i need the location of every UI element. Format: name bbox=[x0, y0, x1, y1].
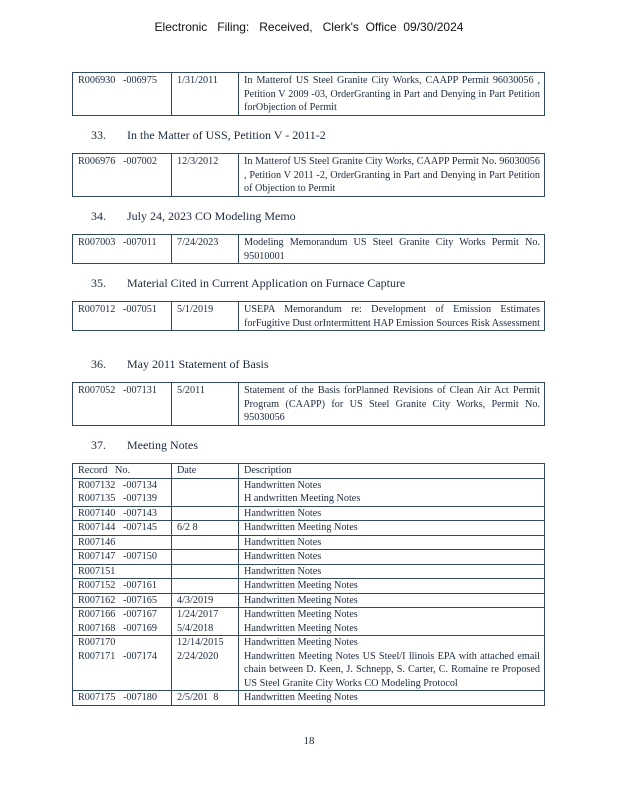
table-row bbox=[73, 506, 545, 521]
filing-header: Electronic Filing: Received, Clerk's Office 09/30/2024 bbox=[154, 20, 464, 34]
record-description: Handwritten Meeting Notes US Steel/I llinois EPA with attached email chain between D. Keen, J. Schnepp, S. Carter, C. Romaine re Proposed US Steel Granite City Works CO Modeling Protocol bbox=[239, 650, 545, 691]
section-heading-35 bbox=[91, 276, 405, 291]
record-description: In Matterof US Steel Granite City Works, CAAPP Permit No. 96030056 , Petition V 2011 -2, OrderGranting in Part and Denying in Part Petition of Objection to Permit bbox=[239, 154, 545, 197]
section-number: 34. bbox=[91, 209, 106, 223]
record-number: R007175 -007180 bbox=[73, 691, 172, 706]
section-title: Material Cited in Current Application on Furnace Capture bbox=[127, 276, 406, 290]
table-row bbox=[73, 73, 545, 116]
table-row bbox=[73, 564, 545, 579]
record-description: Handwritten Notes bbox=[239, 564, 545, 579]
record-description: Handwritten Meeting Notes bbox=[239, 636, 545, 650]
section-number: 33. bbox=[91, 128, 106, 142]
record-number: R007147 -007150 bbox=[73, 550, 172, 565]
record-number: R007162 -007165 bbox=[73, 593, 172, 608]
record-number: R007170 bbox=[73, 636, 172, 650]
page-number: 18 bbox=[303, 735, 315, 747]
record-date bbox=[172, 579, 239, 594]
record-description: Modeling Memorandum US Steel Granite City Works Permit No. 95010001 bbox=[239, 235, 545, 264]
record-number: R007135 -007139 bbox=[73, 492, 172, 506]
table-row bbox=[73, 302, 545, 331]
table-row bbox=[73, 650, 545, 691]
record-number: R007168 -007169 bbox=[73, 622, 172, 636]
section-title: July 24, 2023 CO Modeling Memo bbox=[127, 209, 296, 223]
record-date bbox=[172, 478, 239, 492]
record-number: R007166 -007167 bbox=[73, 608, 172, 622]
record-number: R007132 -007134 bbox=[73, 478, 172, 492]
section-title: Meeting Notes bbox=[127, 438, 198, 452]
table-row bbox=[73, 478, 545, 492]
table-row bbox=[73, 154, 545, 197]
table-row bbox=[73, 691, 545, 706]
record-number: R006930 -006975 bbox=[73, 73, 172, 116]
meeting-notes-table bbox=[72, 463, 545, 706]
record-number: R007012 -007051 bbox=[73, 302, 172, 331]
table-row bbox=[73, 521, 545, 536]
record-date: 4/3/2019 bbox=[172, 593, 239, 608]
table-row bbox=[73, 235, 545, 264]
section-title: In the Matter of USS, Petition V - 2011-2 bbox=[127, 128, 326, 142]
record-date: 1/24/2017 bbox=[172, 608, 239, 622]
table-row bbox=[73, 636, 545, 650]
record-number: R007146 bbox=[73, 535, 172, 550]
record-date: 6/2 8 bbox=[172, 521, 239, 536]
section-number: 36. bbox=[91, 357, 106, 371]
table-row bbox=[73, 550, 545, 565]
record-description: In Matterof US Steel Granite City Works, CAAPP Permit 96030056 , Petition V 2009 -03, OrderGranting in Part and Denying in Part Petition forObjection of Permit bbox=[239, 73, 545, 116]
record-number: R007152 -007161 bbox=[73, 579, 172, 594]
section-title: May 2011 Statement of Basis bbox=[127, 357, 269, 371]
table-row bbox=[73, 535, 545, 550]
record-description: Handwritten Meeting Notes bbox=[239, 622, 545, 636]
record-description: Handwritten Meeting Notes bbox=[239, 691, 545, 706]
table-row bbox=[73, 622, 545, 636]
record-table-35 bbox=[72, 301, 545, 331]
record-number: R007171 -007174 bbox=[73, 650, 172, 691]
record-table-top bbox=[72, 72, 545, 116]
section-heading-34 bbox=[91, 209, 296, 224]
record-number: R007140 -007143 bbox=[73, 506, 172, 521]
section-number: 35. bbox=[91, 276, 106, 290]
table-row bbox=[73, 608, 545, 622]
section-number: 37. bbox=[91, 438, 106, 452]
record-date: 1/31/2011 bbox=[172, 73, 239, 116]
record-description: Handwritten Notes bbox=[239, 478, 545, 492]
record-date: 12/14/2015 bbox=[172, 636, 239, 650]
table-row bbox=[73, 593, 545, 608]
section-heading-36 bbox=[91, 357, 269, 372]
record-description: Handwritten Meeting Notes bbox=[239, 593, 545, 608]
record-date bbox=[172, 492, 239, 506]
column-header-date: Date bbox=[172, 464, 239, 479]
record-number: R007151 bbox=[73, 564, 172, 579]
record-table-36 bbox=[72, 382, 545, 426]
record-date bbox=[172, 550, 239, 565]
record-description: Handwritten Notes bbox=[239, 506, 545, 521]
record-date: 5/2011 bbox=[172, 383, 239, 426]
record-number: R006976 -007002 bbox=[73, 154, 172, 197]
record-description: Handwritten Notes bbox=[239, 535, 545, 550]
table-row bbox=[73, 383, 545, 426]
section-heading-33 bbox=[91, 128, 326, 143]
section-heading-37 bbox=[91, 438, 198, 453]
record-description: Handwritten Meeting Notes bbox=[239, 521, 545, 536]
record-table-33 bbox=[72, 153, 545, 197]
record-description: H andwritten Meeting Notes bbox=[239, 492, 545, 506]
record-description: USEPA Memorandum re: Development of Emission Estimates forFugitive Dust orIntermittent HAP Emission Sources Risk Assessment bbox=[239, 302, 545, 331]
record-date: 5/1/2019 bbox=[172, 302, 239, 331]
record-date: 12/3/2012 bbox=[172, 154, 239, 197]
table-header-row bbox=[73, 464, 545, 479]
record-date bbox=[172, 535, 239, 550]
record-number: R007144 -007145 bbox=[73, 521, 172, 536]
record-date bbox=[172, 506, 239, 521]
table-row bbox=[73, 492, 545, 506]
column-header-description: Description bbox=[239, 464, 545, 479]
record-number: R007052 -007131 bbox=[73, 383, 172, 426]
record-description: Handwritten Notes bbox=[239, 550, 545, 565]
record-description: Handwritten Meeting Notes bbox=[239, 579, 545, 594]
record-date: 7/24/2023 bbox=[172, 235, 239, 264]
record-date: 2/24/2020 bbox=[172, 650, 239, 691]
record-description: Statement of the Basis forPlanned Revisions of Clean Air Act Permit Program (CAAPP) for US Steel Granite City Works, Permit No. 95030056 bbox=[239, 383, 545, 426]
column-header-record: Record No. bbox=[73, 464, 172, 479]
table-row bbox=[73, 579, 545, 594]
record-date: 5/4/2018 bbox=[172, 622, 239, 636]
record-date: 2/5/201 8 bbox=[172, 691, 239, 706]
record-table-34 bbox=[72, 234, 545, 264]
record-description: Handwritten Meeting Notes bbox=[239, 608, 545, 622]
record-date bbox=[172, 564, 239, 579]
record-number: R007003 -007011 bbox=[73, 235, 172, 264]
